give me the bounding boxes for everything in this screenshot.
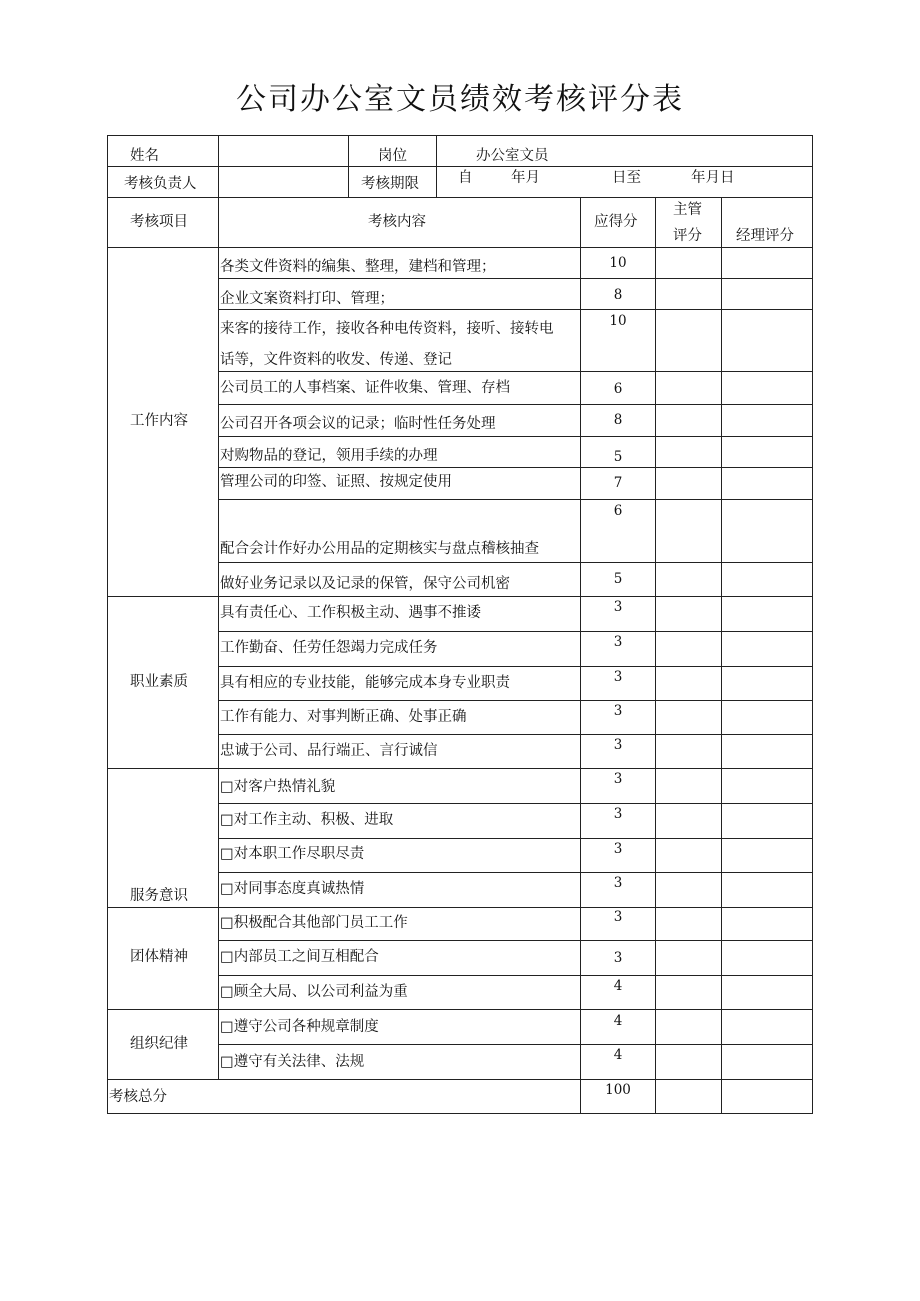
period-day-to: 日至 — [612, 170, 641, 186]
header-bottom-border — [107, 247, 813, 248]
header-supervisor: 主管 — [673, 202, 702, 218]
assessor-label: 考核负责人 — [124, 176, 197, 192]
header-supervisor-score: 评分 — [673, 228, 702, 244]
row-content: □积极配合其他部门员工工作 — [220, 915, 408, 931]
row-content: □对客户热情礼貌 — [220, 779, 336, 795]
header-content: 考核内容 — [368, 214, 426, 230]
category-work: 工作内容 — [130, 413, 188, 429]
period-end: 年月日 — [691, 170, 735, 186]
row-divider — [218, 803, 813, 804]
row-content: 具有相应的专业技能，能够完成本身专业职责 — [220, 675, 510, 691]
row-score: 3 — [613, 806, 623, 822]
row-divider — [218, 940, 813, 941]
row-score: 3 — [613, 950, 623, 966]
row-divider — [218, 371, 813, 372]
page-title: 公司办公室文员绩效考核评分表 — [236, 82, 684, 117]
row-divider — [218, 666, 813, 667]
category-team: 团体精神 — [130, 949, 188, 965]
row-score: 5 — [613, 449, 623, 465]
row-content: 管理公司的印签、证照、按规定使用 — [220, 474, 452, 490]
post-label: 岗位 — [378, 148, 407, 164]
post-value: 办公室文员 — [476, 148, 549, 164]
category-quality: 职业素质 — [130, 674, 188, 690]
row-content: □对同事态度真诚热情 — [220, 881, 365, 897]
row-content: 忠诚于公司、品行端正、言行诚信 — [220, 743, 438, 759]
row-score: 3 — [613, 703, 623, 719]
row-divider — [107, 166, 813, 167]
section-divider — [107, 1009, 813, 1010]
row-content: □遵守有关法律、法规 — [220, 1054, 365, 1070]
row-content: 公司员工的人事档案、证件收集、管理、存档 — [220, 380, 510, 396]
row-content: □顾全大局、以公司利益为重 — [220, 984, 408, 1000]
row-score: 3 — [613, 771, 623, 787]
table-left-border — [107, 135, 108, 1114]
row-divider — [218, 631, 813, 632]
table-right-border — [812, 135, 813, 1114]
section-divider — [107, 768, 813, 769]
period-label: 考核期限 — [361, 176, 419, 192]
row-divider — [218, 467, 813, 468]
column-divider — [348, 135, 349, 197]
row-score: 3 — [613, 841, 623, 857]
row-content: 公司召开各项会议的记录；临时性任务处理 — [220, 416, 496, 432]
row-score: 6 — [613, 381, 623, 397]
row-divider — [218, 975, 813, 976]
column-divider — [721, 197, 722, 1114]
header-score: 应得分 — [594, 214, 638, 230]
row-divider — [218, 436, 813, 437]
row-score: 3 — [613, 669, 623, 685]
row-divider — [107, 197, 813, 198]
section-divider — [107, 596, 813, 597]
column-divider — [436, 135, 437, 197]
row-content: 具有责任心、工作积极主动、遇事不推诿 — [220, 605, 481, 621]
row-content-continued: 话等，文件资料的收发、传递、登记 — [220, 352, 452, 368]
row-divider — [218, 734, 813, 735]
row-content: 做好业务记录以及记录的保管，保守公司机密 — [220, 576, 510, 592]
row-score: 4 — [613, 1047, 623, 1063]
row-content: 企业文案资料打印、管理； — [220, 291, 394, 307]
row-divider — [218, 404, 813, 405]
total-label: 考核总分 — [109, 1089, 167, 1105]
row-divider — [218, 838, 813, 839]
row-divider — [218, 700, 813, 701]
table-top-border — [107, 135, 813, 136]
row-score: 7 — [613, 475, 623, 491]
row-divider — [218, 872, 813, 873]
category-service: 服务意识 — [130, 888, 188, 904]
period-year-month: 年月 — [511, 170, 540, 186]
header-item: 考核项目 — [130, 214, 188, 230]
row-score: 3 — [613, 737, 623, 753]
header-manager-score: 经理评分 — [736, 228, 794, 244]
row-content: 来客的接待工作，接收各种电传资料，接听、接转电 — [220, 321, 554, 337]
column-divider — [655, 197, 656, 1114]
row-content: □内部员工之间互相配合 — [220, 949, 379, 965]
row-content: □对工作主动、积极、进取 — [220, 812, 394, 828]
row-score: 3 — [613, 875, 623, 891]
row-divider — [218, 499, 813, 500]
row-score: 3 — [613, 634, 623, 650]
category-discipline: 组织纪律 — [130, 1036, 188, 1052]
name-label: 姓名 — [130, 148, 159, 164]
row-score: 6 — [613, 503, 623, 519]
row-score: 4 — [613, 978, 623, 994]
row-content: 各类文件资料的编集、整理，建档和管理； — [220, 259, 496, 275]
row-score: 4 — [613, 1013, 623, 1029]
row-content: □对本职工作尽职尽责 — [220, 846, 365, 862]
row-divider — [218, 278, 813, 279]
section-divider — [107, 1079, 813, 1080]
row-content: 工作勤奋、任劳任怨竭力完成任务 — [220, 640, 438, 656]
row-score: 10 — [609, 255, 627, 271]
row-content: 对购物品的登记，领用手续的办理 — [220, 448, 438, 464]
row-score: 8 — [613, 287, 623, 303]
column-divider — [218, 135, 219, 1079]
row-content: □遵守公司各种规章制度 — [220, 1019, 379, 1035]
row-score: 3 — [613, 909, 623, 925]
row-score: 10 — [609, 313, 627, 329]
row-divider — [218, 562, 813, 563]
column-divider — [580, 197, 581, 1114]
row-divider — [218, 1044, 813, 1045]
row-content: 工作有能力、对事判断正确、处事正确 — [220, 709, 467, 725]
row-content: 配合会计作好办公用品的定期核实与盘点稽核抽查 — [220, 541, 539, 557]
row-score: 5 — [613, 571, 623, 587]
table-bottom-border — [107, 1113, 813, 1114]
row-score: 8 — [613, 412, 623, 428]
row-score: 3 — [613, 599, 623, 615]
period-from: 自 — [458, 170, 473, 186]
total-score: 100 — [605, 1082, 631, 1098]
section-divider — [107, 907, 813, 908]
row-divider — [218, 309, 813, 310]
